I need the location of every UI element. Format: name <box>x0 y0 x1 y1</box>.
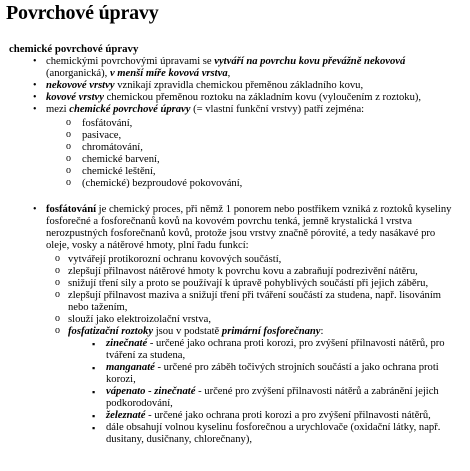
list-item: • mezi chemické povrchové úpravy (= vlastní funkční vrstvy) patří zejména: o fosfátování, o pasivace, o chromátování, o chemické barvení, o chemické leštění, o (chemické) bezproudové pokovování, <box>0 104 470 190</box>
intro-list <box>0 56 470 190</box>
list-item: • kovové vrstvy chemickou přeměnou roztoku na základním kovu (vyloučením z roztoku), <box>0 92 470 104</box>
method-item: o pasivace, <box>46 130 456 142</box>
section-subheading: chemické povrchové úpravy <box>9 43 139 55</box>
solutions-list <box>68 338 456 446</box>
function-item: o zlepšují přilnavost nátěrové hmoty k povrchu kovu a zabraňují podrezivění nátěru, <box>46 266 456 278</box>
functions-list <box>46 254 456 446</box>
method-item: o chromátování, <box>46 142 456 154</box>
function-item: o slouží jako elektroizolační vrstva, <box>46 314 456 326</box>
solution-item: ▪ manganaté - určené pro záběh točivých strojních součástí a jako ochrana proti korozi, <box>68 362 456 386</box>
function-item: o vytvářejí protikorozní ochranu kovových součástí, <box>46 254 456 266</box>
page-title: Povrchové úpravy <box>6 2 159 24</box>
solution-item: ▪ železnaté - určené jako ochrana proti korozi a pro zvýšení přilnavosti nátěrů, <box>68 410 456 422</box>
function-item: o snižují tření sily a proto se používají k úpravě pohyblivých součástí při jejich záběru, <box>46 278 456 290</box>
method-item: o chemické barvení, <box>46 154 456 166</box>
method-item: o chemické leštění, <box>46 166 456 178</box>
solution-item: ▪ zinečnaté - určené jako ochrana proti korozi, pro zvýšení přilnavosti nátěrů, pro tváření za studena, <box>68 338 456 362</box>
methods-list <box>46 118 456 190</box>
method-item: o fosfátování, <box>46 118 456 130</box>
document-body <box>0 56 470 446</box>
list-item: • chemickými povrchovými úpravami se vytváří na povrchu kovu převážně nekovová (anorganická), v menší míře kovová vrstva, <box>0 56 470 80</box>
solution-item: ▪ vápenato - zinečnaté - určené pro zvýšení přilnavosti nátěrů a zabránění jejich podkorodování, <box>68 386 456 410</box>
phosphating-item: • fosfátování je chemický proces, při němž 1 ponorem nebo postřikem vzniká z roztoků kyseliny fosforečné a fosforečnanů kovů na kovovém povrchu tenká, jemně krystalická l vrstva nerozpustných fosforečnanů kovů, protože jsou vrstvy značně pórovité, a tedy nasákavé pro oleje, vosky a nátěrové hmoty, plní řadu funkcí: o vytvářejí protikorozní ochranu kovových součástí, o zlepšují přilnavost nátěrové hmoty k povrchu kovu a zabraňují podrezivění nátěru, o snižují tření sily a proto se používají k úpravě pohyblivých součástí při jejich záběru, o zlepšují přilnavost maziva a snižují tření při tváření součástí za studena, např. lisováním nebo tažením, o slouží jako elektroizolační vrstva, o fosfatizační roztoky jsou v podstatě primární fosforečnany: ▪ zinečnaté - určené jako ochrana proti korozi, pro zvýšení přilnavosti nátěrů, pro tváření za studena, ▪ manganaté - určené pro záběh točivých strojních součástí a jako ochrana proti korozi, ▪ vápenato - zinečnaté - určené pro zvýšení přilnavosti nátěrů a zabránění jejich podkorodování, ▪ železnaté - určené jako ochrana proti korozi a pro zvýšení přilnavosti nátěrů, ▪ dále obsahují volnou kyselinu fosforečnou a urychlovače (oxidační látky, např. dusitany, dusičnany, chlorečnany), <box>0 204 470 446</box>
phosphating-section <box>0 204 470 446</box>
method-item: o (chemické) bezproudové pokovování, <box>46 178 456 190</box>
solution-item: ▪ dále obsahují volnou kyselinu fosforečnou a urychlovače (oxidační látky, např. dusitany, dusičnany, chlorečnany), <box>68 422 456 446</box>
solutions-item: o fosfatizační roztoky jsou v podstatě primární fosforečnany: ▪ zinečnaté - určené jako ochrana proti korozi, pro zvýšení přilnavosti nátěrů, pro tváření za studena, ▪ manganaté - určené pro záběh točivých strojních součástí a jako ochrana proti korozi, ▪ vápenato - zinečnaté - určené pro zvýšení přilnavosti nátěrů a zabránění jejich podkorodování, ▪ železnaté - určené jako ochrana proti korozi a pro zvýšení přilnavosti nátěrů, ▪ dále obsahují volnou kyselinu fosforečnou a urychlovače (oxidační látky, např. dusitany, dusičnany, chlorečnany), <box>46 326 456 446</box>
list-item: • nekovové vrstvy vznikají zpravidla chemickou přeměnou základního kovu, <box>0 80 470 92</box>
function-item: o zlepšují přilnavost maziva a snižují tření při tváření součástí za studena, např. lisováním nebo tažením, <box>46 290 456 314</box>
